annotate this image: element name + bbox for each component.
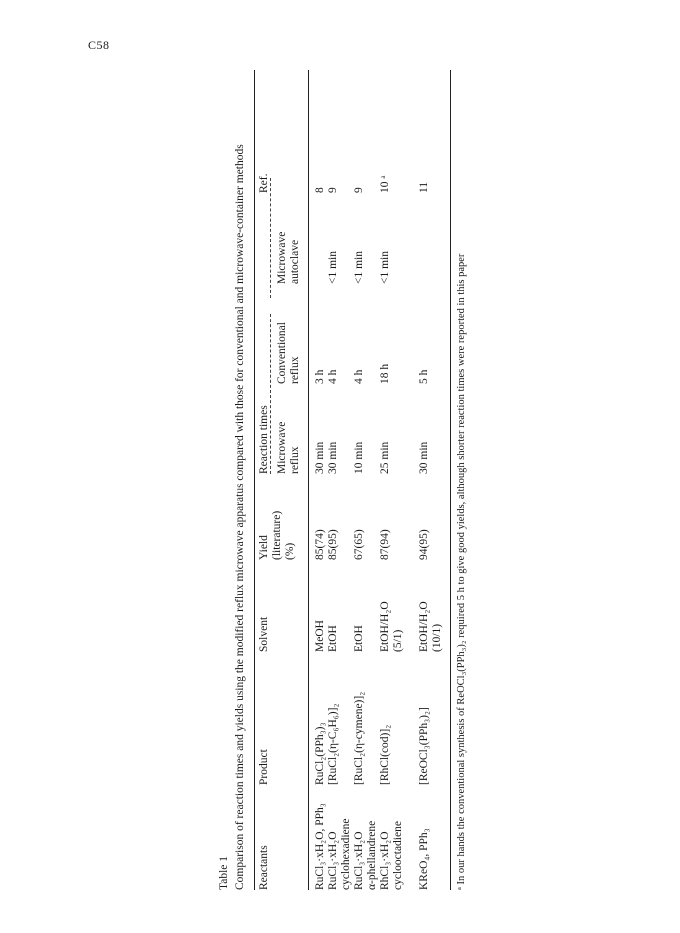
table-cell-yield: 87(94) — [379, 529, 391, 560]
table-cell-reactants: KReO₄, PPh₃ — [418, 828, 430, 890]
table-cell-conv-reflux: 18 h — [379, 363, 391, 384]
table-cell-mw-autoclave: <1 min — [327, 250, 339, 284]
header-reactants: Reactants — [258, 845, 270, 890]
table-header-rule — [308, 70, 309, 890]
table-cell-reactants: cyclooctadiene — [392, 821, 404, 890]
table-cell-solvent: EtOH/H₂O — [379, 601, 391, 652]
header-product: Product — [258, 749, 270, 785]
table-cell-product: [RhCl(cod)]₂ — [379, 724, 391, 785]
table-cell-reactants: RuCl₃·xH₂O — [327, 831, 339, 890]
header-reaction-times: Reaction times — [258, 405, 270, 474]
header-line: Conventional — [276, 322, 288, 384]
table-cell-mw-reflux: 30 min — [327, 441, 339, 474]
table-cell-solvent: MeOH — [314, 620, 326, 652]
header-yield-line: (%) — [284, 542, 296, 560]
table-cell-ref: 10 ᵃ — [379, 175, 391, 193]
header-microwave-reflux — [276, 422, 302, 474]
table-cell-yield: 67(65) — [353, 529, 365, 560]
table-cell-conv-reflux: 5 h — [418, 369, 430, 384]
table-cell-product: [RuCl₂(η-C₆H₆)]₂ — [327, 703, 339, 785]
table-cell-yield: 85(74) — [314, 529, 326, 560]
table-label: Table 1 — [218, 855, 230, 890]
table-cell-mw-reflux: 30 min — [314, 441, 326, 474]
table-cell-yield: 94(95) — [418, 529, 430, 560]
rotated-table-block — [218, 70, 478, 890]
table-cell-solvent: EtOH — [327, 625, 339, 652]
header-line: reflux — [289, 356, 301, 384]
header-ref: Ref. — [258, 173, 270, 193]
table-cell-solvent: (5/1) — [392, 629, 404, 652]
table-cell-product: RuCl₂(PPh₃)₃ — [314, 722, 326, 785]
table-caption: Comparison of reaction times and yields using the modified reflux microwave apparatus compared with those for conventional and microwave-container methods — [234, 144, 246, 890]
table-cell-mw-autoclave: <1 min — [379, 250, 391, 284]
table-cell-mw-reflux: 25 min — [379, 441, 391, 474]
table-cell-solvent: EtOH/H₂O — [418, 601, 430, 652]
table-cell-mw-reflux: 30 min — [418, 441, 430, 474]
table-top-rule — [254, 70, 255, 890]
table-cell-reactants: cyclohexadiene — [340, 818, 352, 890]
table-cell-product: [RuCl₂(η-cymene)]₂ — [353, 691, 365, 785]
header-line: Microwave — [276, 421, 288, 474]
header-yield-line: (literature) — [271, 510, 283, 560]
table-cell-product: [ReOCl₃(PPh₃)₂] — [418, 707, 430, 785]
table-bottom-rule — [450, 70, 451, 890]
reaction-times-rule-2 — [270, 178, 271, 298]
table-cell-conv-reflux: 3 h — [314, 369, 326, 384]
header-line: reflux — [289, 446, 301, 474]
table-cell-ref: 8 — [314, 187, 326, 193]
table-cell-conv-reflux: 4 h — [327, 369, 339, 384]
table-cell-ref: 9 — [327, 187, 339, 193]
header-line: Microwave — [276, 231, 288, 284]
header-yield — [258, 511, 297, 560]
table-cell-mw-autoclave: <1 min — [353, 250, 365, 284]
table-cell-mw-reflux: 10 min — [353, 441, 365, 474]
table-cell-solvent: EtOH — [353, 625, 365, 652]
table-cell-solvent: (10/1) — [431, 623, 443, 652]
table-cell-conv-reflux: 4 h — [353, 369, 365, 384]
page-number: C58 — [88, 38, 110, 52]
header-line: autoclave — [289, 239, 301, 284]
table-cell-reactants: RuCl₃·xH₂O, PPh₃ — [314, 803, 326, 890]
table-cell-reactants: RuCl₃·xH₂O — [353, 831, 365, 890]
table-cell-yield: 85(95) — [327, 529, 339, 560]
table-footnote: ᵃ In our hands the conventional synthesis of ReOCl₃(PPh₃)₂ required 5 h to give good yields, although shorter reaction times were reported in this paper — [456, 253, 467, 890]
table-cell-reactants: α-phellandrene — [366, 820, 378, 890]
header-conventional-reflux — [276, 322, 302, 384]
table-cell-reactants: RhCl₃·xH₂O — [379, 831, 391, 890]
header-solvent: Solvent — [258, 616, 270, 652]
reaction-times-rule-1 — [270, 314, 271, 474]
table-cell-ref: 9 — [353, 187, 365, 193]
table-cell-ref: 11 — [418, 181, 430, 193]
header-microwave-autoclave — [276, 232, 302, 284]
header-yield-line: Yield — [258, 535, 270, 560]
